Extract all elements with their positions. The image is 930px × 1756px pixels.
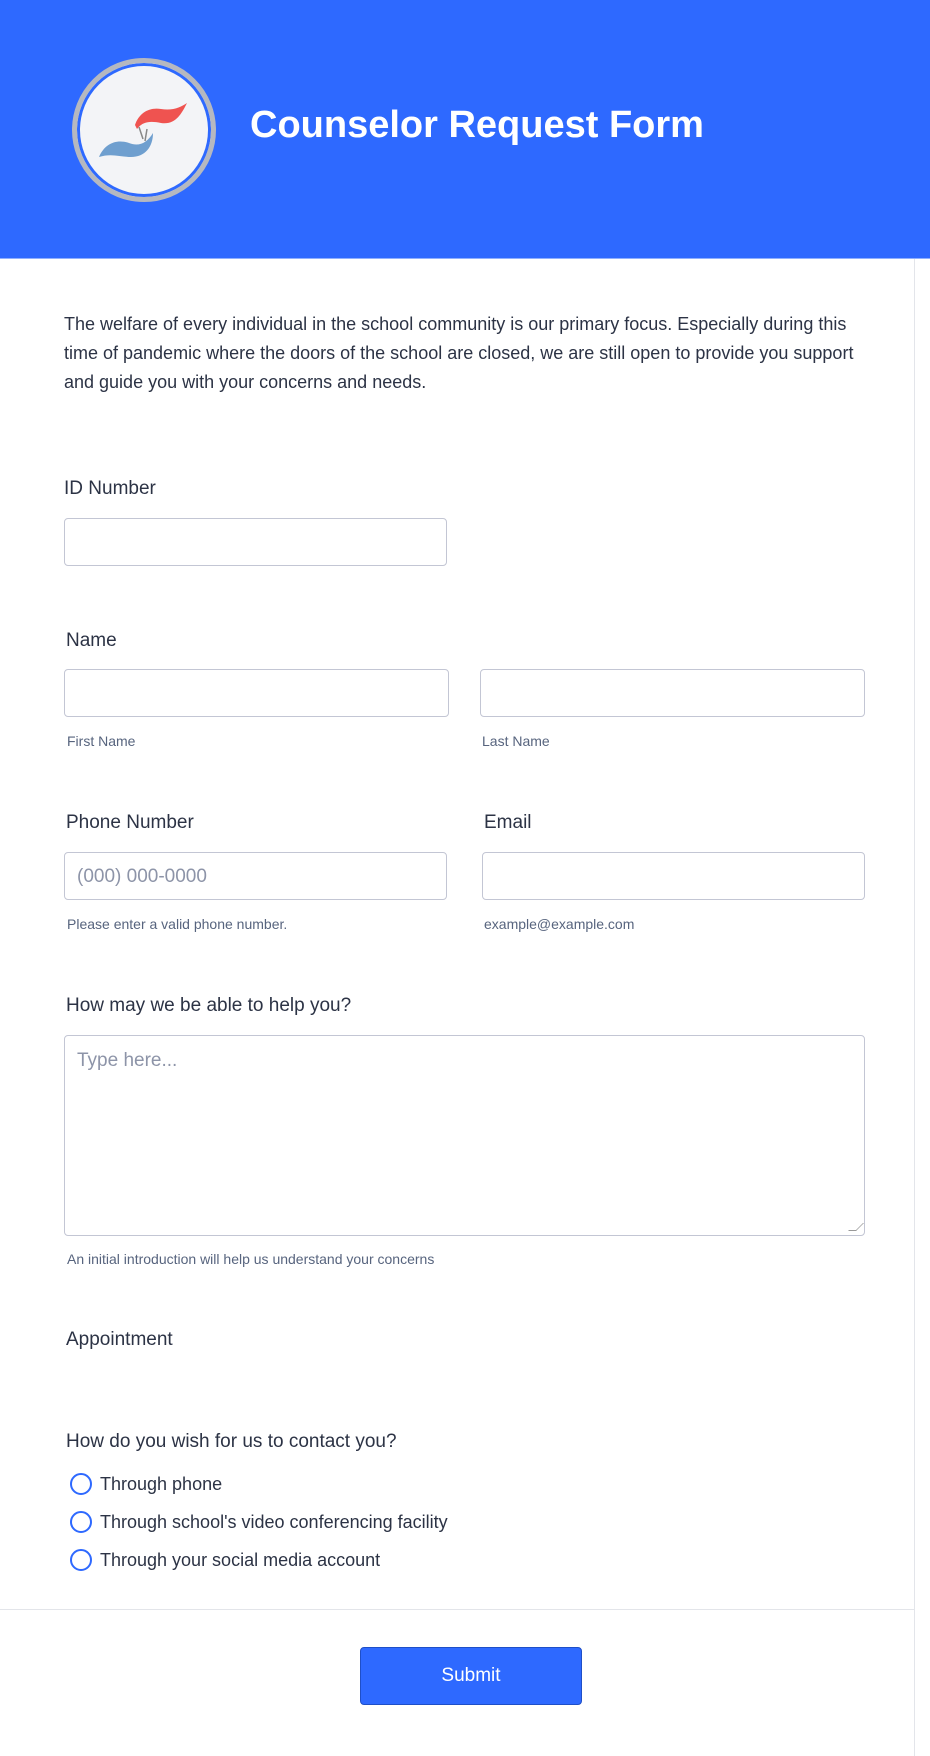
radio-icon[interactable] xyxy=(70,1549,92,1571)
radio-icon[interactable] xyxy=(70,1511,92,1533)
phone-label: Phone Number xyxy=(66,812,194,833)
card-border xyxy=(914,259,915,1756)
option-label: Through your social media account xyxy=(100,1549,381,1570)
radio-icon[interactable] xyxy=(70,1473,92,1495)
phone-input[interactable] xyxy=(64,852,447,900)
help-sublabel: An initial introduction will help us understand your concerns xyxy=(67,1251,435,1267)
form-description: The welfare of every individual in the school community is our primary focus. Especially during this time of pandemic where the doors of the school are closed, we are still open to provide you support and guide you with your concerns and needs. xyxy=(64,314,854,392)
form-header xyxy=(0,0,930,259)
footer-divider xyxy=(0,1609,914,1610)
submit-button[interactable]: Submit xyxy=(360,1647,582,1705)
contact-option-video[interactable] xyxy=(70,1511,448,1533)
last-name-input[interactable] xyxy=(480,669,865,717)
phone-sublabel: Please enter a valid phone number. xyxy=(67,916,288,932)
first-name-sublabel: First Name xyxy=(67,733,136,749)
email-input[interactable] xyxy=(482,852,865,900)
email-sublabel: example@example.com xyxy=(484,916,635,932)
phone-placeholder: (000) 000-0000 xyxy=(77,866,207,887)
helping-hands-icon xyxy=(77,63,211,197)
contact-option-phone[interactable] xyxy=(70,1473,222,1495)
help-label: How may we be able to help you? xyxy=(66,995,352,1016)
contact-option-social[interactable] xyxy=(70,1549,380,1571)
help-textarea[interactable] xyxy=(64,1035,865,1236)
last-name-sublabel: Last Name xyxy=(482,733,550,749)
form-title: Counselor Request Form xyxy=(250,104,704,146)
resize-handle-icon[interactable] xyxy=(848,1223,864,1231)
first-name-input[interactable] xyxy=(64,669,449,717)
email-label: Email xyxy=(484,812,532,833)
logo xyxy=(72,58,216,202)
appointment-label: Appointment xyxy=(66,1329,173,1350)
help-placeholder: Type here... xyxy=(77,1050,178,1071)
contact-label: How do you wish for us to contact you? xyxy=(66,1431,397,1452)
option-label: Through school's video conferencing facility xyxy=(100,1511,448,1532)
option-label: Through phone xyxy=(100,1473,223,1494)
id-number-label: ID Number xyxy=(64,478,156,499)
id-number-input[interactable] xyxy=(64,518,447,566)
name-label: Name xyxy=(66,630,117,651)
